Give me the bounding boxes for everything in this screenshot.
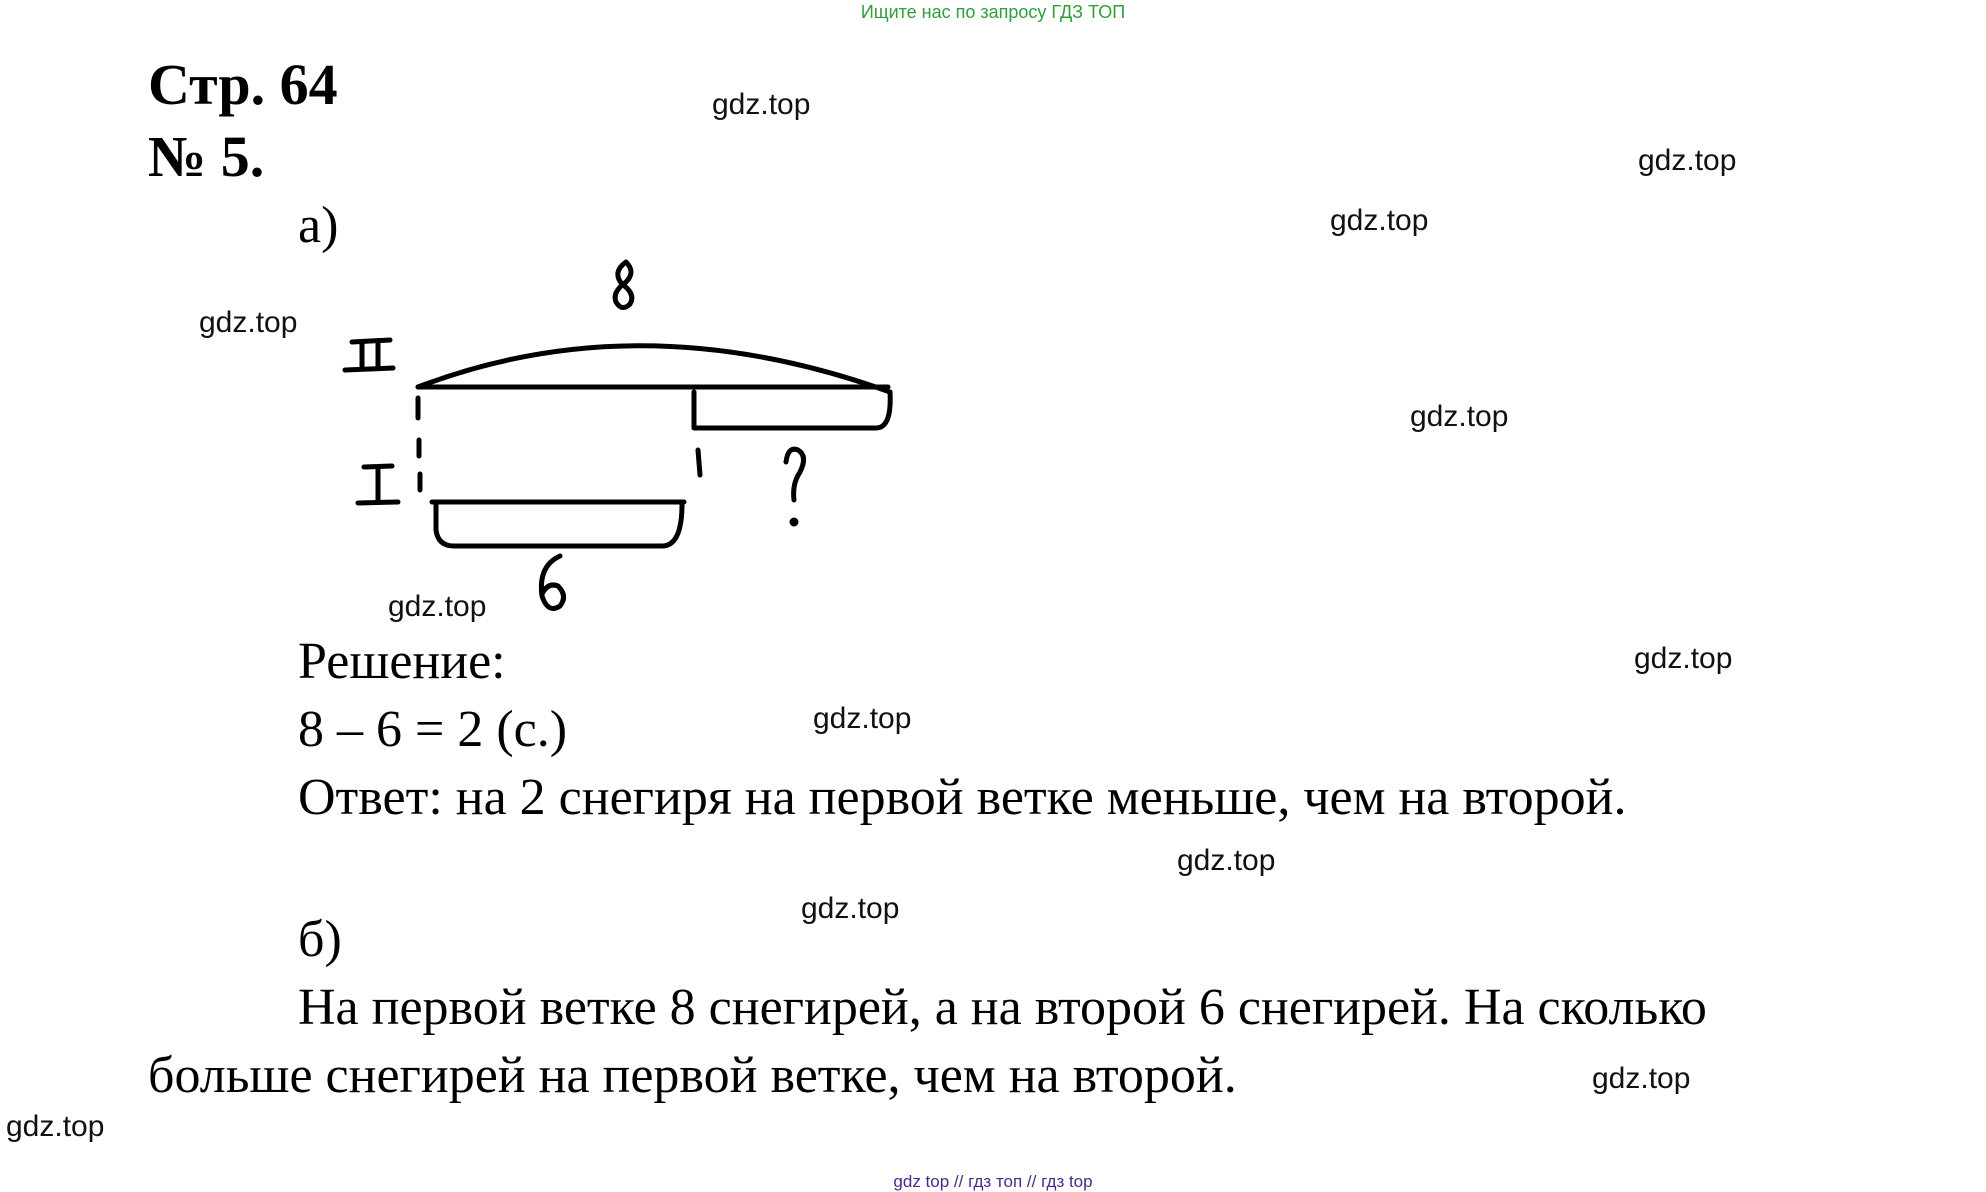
watermark: gdz.top	[813, 702, 912, 735]
top-banner: Ищите нас по запросу ГДЗ ТОП	[860, 2, 1126, 22]
row-label-II	[345, 340, 393, 370]
part-b-line-1: На первой ветке 8 снегирей, а на второй 6 снегирей. На сколько	[298, 979, 1707, 1036]
watermark: gdz.top	[1330, 204, 1429, 237]
dash-right	[698, 450, 700, 475]
answer-text: Ответ: на 2 снегиря на первой ветке меньше, чем на второй.	[298, 769, 1627, 826]
solution-label: Решение:	[298, 633, 506, 690]
watermark: gdz.top	[801, 892, 900, 925]
part-b-label: б)	[298, 911, 342, 968]
watermark: gdz.top	[1592, 1062, 1691, 1095]
question-mark	[786, 449, 804, 524]
watermark: gdz.top	[199, 306, 298, 339]
bottom-brace	[436, 504, 682, 546]
watermark: gdz.top	[6, 1110, 105, 1143]
watermark: gdz.top	[1638, 144, 1737, 177]
watermark: gdz.top	[1410, 400, 1509, 433]
watermark: gdz.top	[1634, 642, 1733, 675]
footer-links[interactable]: gdz top // гдз топ // гдз top	[893, 1172, 1093, 1191]
task-number: № 5.	[148, 124, 265, 189]
watermark: gdz.top	[712, 88, 811, 121]
row-label-I	[358, 466, 398, 503]
watermark: gdz.top	[1177, 844, 1276, 877]
digit-eight	[615, 262, 632, 308]
part-a-label: а)	[298, 197, 339, 254]
part-b-line-2: больше снегирей на первой ветке, чем на второй.	[148, 1047, 1237, 1104]
watermark: gdz.top	[388, 590, 487, 623]
right-brace	[694, 392, 890, 428]
page-number: Стр. 64	[148, 52, 338, 117]
digit-six	[541, 556, 563, 608]
solution-equation: 8 – 6 = 2 (с.)	[298, 701, 568, 758]
